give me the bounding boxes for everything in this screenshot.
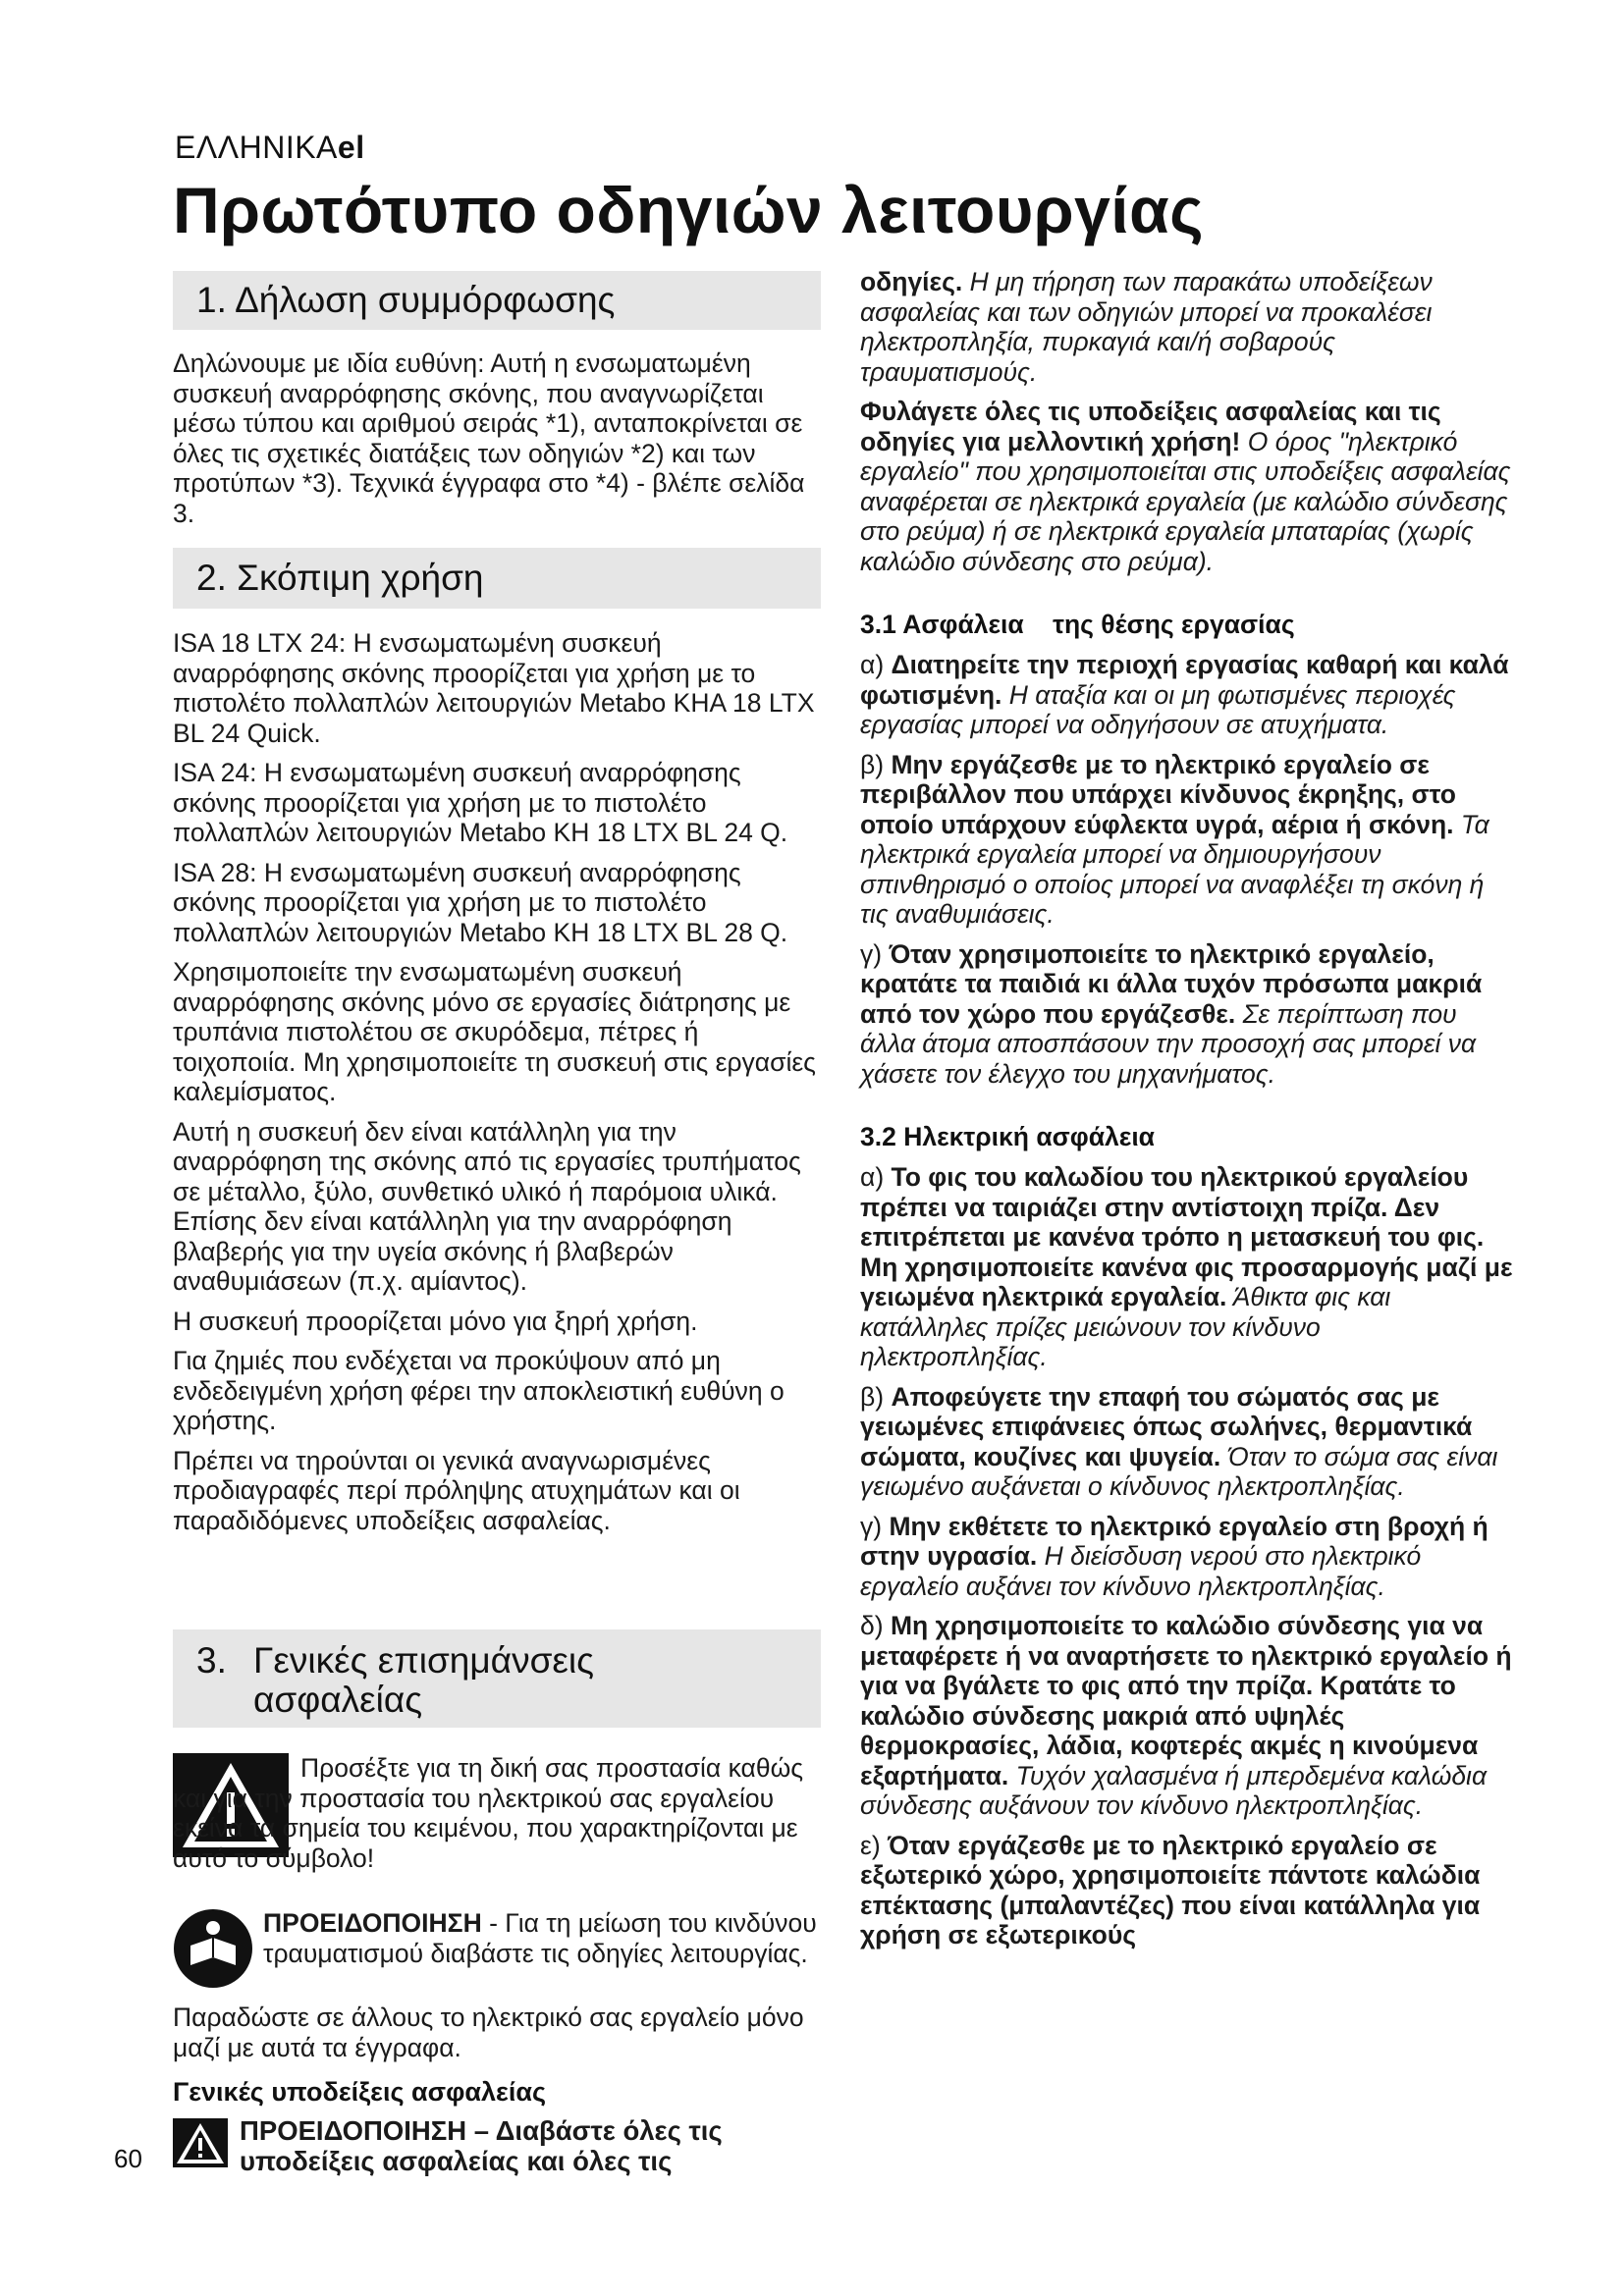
general-warning-text: ΠΡΟΕΙΔΟΠΟΙΗΣΗ – Διαβάστε όλες τις υποδείξεις ασφαλείας και όλες τις bbox=[240, 2115, 723, 2176]
safety-item bbox=[860, 1512, 1514, 1602]
section-3-heading-line1: Γενικές επισημάνσεις bbox=[253, 1640, 594, 1681]
page-title: Πρωτότυπο οδηγιών λειτουργίας bbox=[173, 174, 1205, 246]
item-prefix: β) bbox=[860, 749, 892, 779]
safety-item bbox=[860, 939, 1514, 1090]
language-code: el bbox=[337, 130, 365, 165]
read-warning-label: ΠΡΟΕΙΔΟΠΟΙΗΣΗ bbox=[263, 1908, 482, 1938]
paragraph: Η συσκευή προορίζεται μόνο για ξηρή χρήση. bbox=[173, 1306, 698, 1336]
item-prefix: γ) bbox=[860, 938, 890, 969]
item-prefix: β) bbox=[860, 1381, 892, 1412]
warning-triangle-small-icon bbox=[173, 2118, 228, 2167]
section-1-heading-text: 1. Δήλωση συμμόρφωσης bbox=[196, 280, 616, 320]
section-3-heading bbox=[173, 1629, 821, 1728]
section-2-heading bbox=[173, 548, 821, 609]
paragraph: ISA 24: Η ενσωματωμένη συσκευή αναρρόφησης σκόνης προορίζεται για χρήση με το πιστολέτο πολλαπλών λειτουργιών Metabo KH 18 LTX BL 24 Q. bbox=[173, 758, 788, 847]
page-number: 60 bbox=[114, 2144, 142, 2173]
item-bold: Όταν χρησιμοποιείτε το ηλεκτρικό εργαλείο, κρατάτε τα παιδιά κι άλλα τυχόν πρόσωπα μακριά από τον χώρο που εργάζεσθε. bbox=[860, 938, 1483, 1029]
paragraph: Για ζημιές που ενδέχεται να προκύψουν από μη ενδεδειγμένη χρήση φέρει την αποκλειστική ευθύνη ο χρήστης. bbox=[173, 1346, 785, 1435]
item-italic: Η αταξία και οι μη φωτισμένες περιοχές εργασίας μπορεί να οδηγήσουν σε ατυχήματα. bbox=[860, 679, 1456, 739]
item-bold: Διατηρείτε την περιοχή εργασίας καθαρή και καλά φωτισμένη. bbox=[860, 650, 1509, 710]
intro-italic: Η μη τήρηση των παρακάτω υποδείξεων ασφαλείας και των οδηγιών μπορεί να προκαλέσει ηλεκτροπληξία, πυρκαγιά και/ή σοβαρούς τραυματισμούς. bbox=[860, 267, 1433, 387]
language-name: ΕΛΛΗΝΙΚΑ bbox=[175, 130, 338, 165]
keep-italic: Ο όρος "ηλεκτρικό εργαλείο" που χρησιμοποιείται στις υποδείξεις ασφαλείας αναφέρεται σε ηλεκτρικά εργαλεία (με καλώδιο σύνδεσης στο ρεύμα) ή σε ηλεκτρικά εργαλεία μπαταρίας (χωρίς καλώδιο σύνδεσης στο ρεύμα). bbox=[860, 426, 1511, 576]
section-1-text: Δηλώνουμε με ιδία ευθύνη: Αυτή η ενσωματωμένη συσκευή αναρρόφησης σκόνης, που αναγνωρίζεται μέσω τύπου και αριθμού σειράς *1), ανταποκρίνεται σε όλες τις σχετικές διατάξεις των οδηγιών *2) και των προτύπων *3). Τεχνικά έγγραφα στο *4) - βλέπε σελίδα 3. bbox=[173, 348, 805, 528]
section-3-heading-line2: ασφαλείας bbox=[253, 1680, 423, 1720]
item-prefix: ε) bbox=[860, 1830, 889, 1860]
item-prefix: δ) bbox=[860, 1611, 891, 1640]
item-italic: Σε περίπτωση που άλλα άτομα αποσπάσουν την προσοχή σας μπορεί να χάσετε τον έλεγχο του μηχανήματος. bbox=[860, 998, 1477, 1089]
language-label bbox=[175, 130, 365, 166]
keep-paragraph bbox=[860, 397, 1514, 576]
right-column bbox=[860, 267, 1514, 1960]
safety-item bbox=[860, 1611, 1514, 1821]
intro-paragraph bbox=[860, 267, 1514, 387]
keep-bold: Φυλάγετε όλες τις υποδείξεις ασφαλείας και τις οδηγίες για μελλοντική χρήση! bbox=[860, 397, 1441, 456]
section-3-1-heading: 3.1 Ασφάλεια της θέσης εργασίας bbox=[860, 610, 1295, 639]
item-bold: Μην εργάζεσθε με το ηλεκτρικό εργαλείο σε περιβάλλον που υπάρχει κίνδυνος έκρηξης, στο οποίο υπάρχουν εύφλεκτα υγρά, αέρια ή σκόνη. bbox=[860, 749, 1456, 839]
paragraph: Αυτή η συσκευή δεν είναι κατάλληλη για την αναρρόφηση της σκόνης από τις εργασίες τρυπήματος σε μέταλλο, ξύλο, συνθετικό υλικό ή παρόμοια υλικά. Επίσης δεν είναι κατάλληλη για την αναρρόφηση βλαβερής για την υγεία σκόνης ή βλαβερών αναθυμιάσεων (π.χ. αμίαντος). bbox=[173, 1116, 801, 1296]
section-3-2-heading: 3.2 Ηλεκτρική ασφάλεια bbox=[860, 1122, 1155, 1151]
warning-symbol-text: Προσέξτε για τη δική σας προστασία καθώς και για την προστασία του ηλεκτρικού σας εργαλείου εκείνα τα σημεία του κειμένου, που χαρακτηρίζονται με αυτό το σύμβολο! bbox=[173, 1753, 804, 1873]
read-warning-text bbox=[263, 1908, 821, 1968]
paragraph: ISA 18 LTX 24: Η ενσωματωμένη συσκευή αναρρόφησης σκόνης προορίζεται για χρήση με το πιστολέτο πολλαπλών λειτουργιών Metabo KHA 18 LTX BL 24 Quick. bbox=[173, 628, 815, 748]
section-2-heading-text: 2. Σκόπιμη χρήση bbox=[196, 558, 484, 598]
paragraph: Πρέπει να τηρούνται οι γενικά αναγνωρισμένες προδιαγραφές περί πρόληψης ατυχημάτων και οι παραδιδόμενες υποδείξεις ασφαλείας. bbox=[173, 1445, 740, 1535]
item-italic: Τυχόν χαλασμένα ή μπερδεμένα καλώδια σύνδεσης αυξάνουν τον κίνδυνο ηλεκτροπληξίας. bbox=[860, 1760, 1488, 1820]
safety-item bbox=[860, 650, 1514, 740]
section-3-heading-num: 3. bbox=[196, 1640, 227, 1681]
item-bold: Μη χρησιμοποιείτε το καλώδιο σύνδεσης για να μεταφέρετε ή να αναρτήσετε το ηλεκτρικό εργαλείο ή για να βγάλετε το φις από την πρίζα. Κρατάτε το καλώδιο σύνδεσης μακριά από υψηλές θερμοκρασίες, λάδια, κοφτερές ακμές η κινούμενα εξαρτήματα. bbox=[860, 1611, 1512, 1790]
safety-item bbox=[860, 1382, 1514, 1502]
item-bold: Όταν εργάζεσθε με το ηλεκτρικό εργαλείο σε εξωτερικό χώρο, χρησιμοποιείτε πάντοτε καλώδια επέκτασης (μπαλαντέζες) που είναι κατάλληλα για χρήση σε εξωτερικούς bbox=[860, 1830, 1481, 1949]
item-prefix: γ) bbox=[860, 1511, 890, 1541]
safety-item bbox=[860, 1831, 1514, 1950]
item-italic: Η διείσδυση νερού στο ηλεκτρικό εργαλείο αυξάνει τον κίνδυνο ηλεκτροπληξίας. bbox=[860, 1541, 1422, 1601]
item-italic: Τα ηλεκτρικά εργαλεία μπορεί να δημιουργήσουν σπινθηρισμό ο οποίος μπορεί να αναφλέξει τη σκόνη ή τις αναθυμιάσεις. bbox=[860, 809, 1489, 929]
item-bold: Το φις του καλωδίου του ηλεκτρικού εργαλείου πρέπει να ταιριάζει στην αντίστοιχη πρίζα. Δεν επιτρέπεται με κανένα τρόπο η μετασκευή του φις. Μη χρησιμοποιείτε κανένα φις προσαρμογής μαζί με γειωμένα ηλεκτρικά εργαλεία. bbox=[860, 1162, 1513, 1311]
item-italic: Όταν το σώμα σας είναι γειωμένο αυξάνεται ο κίνδυνος ηλεκτροπληξίας. bbox=[860, 1441, 1498, 1501]
item-italic: Άθικτα φις και κατάλληλες πρίζες μειώνουν τον κίνδυνο ηλεκτροπληξίας. bbox=[860, 1282, 1391, 1371]
intro-bold: οδηγίες. bbox=[860, 267, 963, 296]
item-prefix: α) bbox=[860, 650, 892, 679]
read-manual-icon bbox=[173, 1908, 253, 1989]
general-safety-heading: Γενικές υποδείξεις ασφαλείας bbox=[173, 2077, 546, 2107]
item-prefix: α) bbox=[860, 1162, 892, 1192]
section-2-body bbox=[173, 628, 821, 1545]
safety-item bbox=[860, 1162, 1514, 1372]
section-1-heading bbox=[173, 271, 821, 330]
paragraph: Χρησιμοποιείτε την ενσωματωμένη συσκευή αναρρόφησης σκόνης μόνο σε εργασίες διάτρησης με τρυπάνια πιστολέτου σε σκυρόδεμα, πέτρες ή τοιχοποιία. Μη χρησιμοποιείτε τη συσκευή στις εργασίες καλεμίσματος. bbox=[173, 957, 816, 1106]
item-bold: Μην εκθέτετε το ηλεκτρικό εργαλείο στη βροχή ή στην υγρασία. bbox=[860, 1511, 1489, 1571]
paragraph: ISA 28: Η ενσωματωμένη συσκευή αναρρόφησης σκόνης προορίζεται για χρήση με το πιστολέτο πολλαπλών λειτουργιών Metabo KH 18 LTX BL 28 Q. bbox=[173, 857, 788, 947]
handover-text: Παραδώστε σε άλλους το ηλεκτρικό σας εργαλείο μόνο μαζί με αυτά τα έγγραφα. bbox=[173, 2002, 804, 2062]
safety-item bbox=[860, 750, 1514, 930]
read-warning-body: - Για τη μείωση του κινδύνου τραυματισμού διαβάστε τις οδηγίες λειτουργίας. bbox=[263, 1908, 817, 1968]
item-bold: Αποφεύγετε την επαφή του σώματός σας με γειωμένες επιφάνειες όπως σωλήνες, θερμαντικά σώματα, κουζίνες και ψυγεία. bbox=[860, 1381, 1473, 1471]
